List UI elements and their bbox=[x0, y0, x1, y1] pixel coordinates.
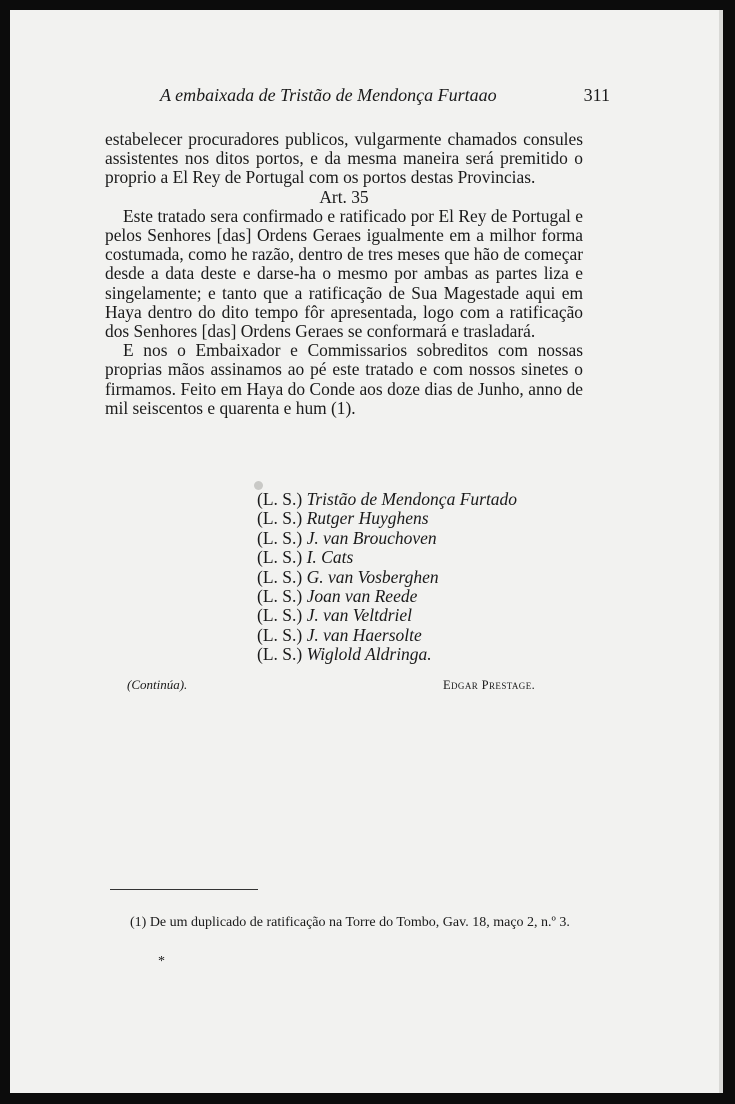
signature-line bbox=[257, 509, 577, 528]
seal-mark: (L. S.) bbox=[257, 527, 303, 548]
signature-line bbox=[257, 548, 577, 567]
signatory-name: Joan van Reede bbox=[306, 586, 418, 607]
signatory-name: I. Cats bbox=[306, 547, 354, 568]
body-text bbox=[105, 130, 583, 418]
signature-line bbox=[257, 568, 577, 587]
paragraph: Este tratado sera confirmado e ratificado por El Rey de Portugal e pelos Senhores [das] Ordens Geraes igualmente em a milhor forma costumada, como he razão, dentro de tres meses que hão de começar desde a data deste e darse-ha o mesmo por ambas as partes liza e singelamente; e tanto que a ratificação de Sua Magestade aqui em Haya dentro do dito tempo fôr apresentada, logo com a ratificação dos Senhores [das] Ordens Geraes se conformará e trasladará. bbox=[105, 205, 583, 342]
running-head-title: A embaixada de Tristão de Mendonça Furtaao bbox=[160, 85, 497, 105]
page bbox=[10, 10, 723, 1093]
signature-line bbox=[257, 606, 577, 625]
signature-line bbox=[257, 626, 577, 645]
seal-mark: (L. S.) bbox=[257, 489, 303, 509]
seal-mark: (L. S.) bbox=[257, 566, 303, 587]
signatory-name: Rutger Huyghens bbox=[306, 508, 429, 529]
seal-mark: (L. S.) bbox=[257, 644, 303, 665]
signatory-name: J. van Haersolte bbox=[306, 624, 422, 645]
seal-mark: (L. S.) bbox=[257, 624, 303, 645]
running-head bbox=[160, 85, 610, 111]
author-name: Edgar Prestage. bbox=[443, 678, 536, 692]
seal-mark: (L. S.) bbox=[257, 605, 303, 626]
signature-line bbox=[257, 587, 577, 606]
paragraph: estabelecer procuradores publicos, vulgarmente chamados consules assistentes nos ditos portos, e da mesma maneira será premitido o proprio a El Rey de Portugal com os portos destas Provincias. bbox=[105, 129, 583, 188]
signature-line bbox=[257, 529, 577, 548]
article-heading: Art. 35 bbox=[319, 186, 369, 207]
page-number: 311 bbox=[583, 85, 610, 105]
seal-mark: (L. S.) bbox=[257, 547, 303, 568]
asterisk-mark: * bbox=[158, 954, 165, 969]
seal-mark: (L. S.) bbox=[257, 508, 303, 529]
continued-note: (Continúa). bbox=[127, 677, 188, 692]
signature-line bbox=[257, 645, 577, 664]
signatory-name: Wiglold Aldringa. bbox=[306, 644, 432, 665]
signatory-name: J. van Brouchoven bbox=[306, 527, 437, 548]
signature-list bbox=[257, 490, 577, 665]
signature-line bbox=[257, 490, 577, 509]
footnote-rule bbox=[110, 889, 258, 890]
signatory-name: Tristão de Mendonça Furtado bbox=[306, 489, 518, 509]
signatory-name: G. van Vosberghen bbox=[306, 566, 439, 587]
footnote: (1) De um duplicado de ratificação na Torre do Tombo, Gav. 18, maço 2, n.º 3. bbox=[130, 915, 570, 930]
signatory-name: J. van Veltdriel bbox=[306, 605, 413, 626]
seal-mark: (L. S.) bbox=[257, 586, 303, 607]
paragraph: E nos o Embaixador e Commissarios sobreditos com nossas proprias mãos assinamos ao pé este tratado e com nossos sinetes o firmamos. Feito em Haya do Conde aos doze dias de Junho, anno de mil seiscentos e quarenta e hum (1). bbox=[105, 340, 583, 418]
